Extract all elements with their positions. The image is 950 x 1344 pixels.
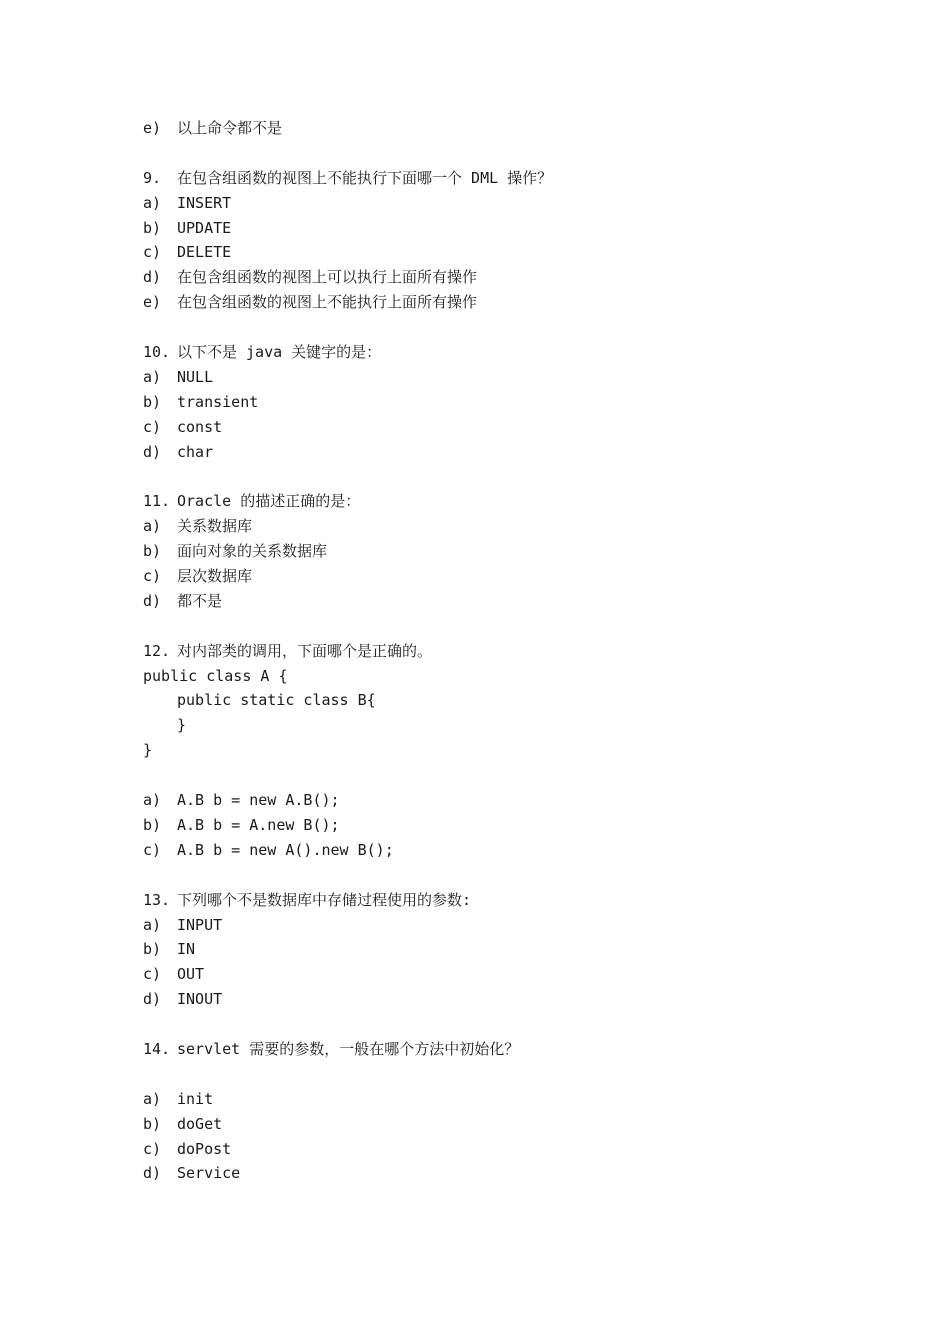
code-line: }	[177, 716, 187, 735]
question-9	[143, 166, 863, 191]
option-text: doPost	[177, 1139, 232, 1158]
question-text: 以下不是 java 关键字的是：	[177, 343, 382, 362]
option-q9-b	[143, 216, 863, 241]
option-q11-a	[143, 514, 863, 539]
option-q10-d	[143, 440, 863, 465]
option-q14-c	[143, 1137, 863, 1162]
option-q9-c	[143, 240, 863, 265]
spacer	[143, 863, 863, 888]
option-text: 在包含组函数的视图上不能执行上面所有操作	[177, 293, 478, 312]
option-marker: b)	[143, 542, 162, 561]
question-number: 9.	[143, 168, 162, 187]
option-text: doGet	[177, 1114, 223, 1133]
option-text: char	[177, 442, 214, 461]
option-q10-c	[143, 415, 863, 440]
spacer	[143, 763, 863, 788]
option-text: UPDATE	[177, 218, 232, 237]
option-q14-b	[143, 1112, 863, 1137]
option-marker: d)	[143, 442, 162, 461]
option-text: 面向对象的关系数据库	[177, 542, 328, 561]
question-number: 14.	[143, 1039, 171, 1058]
spacer	[143, 464, 863, 489]
option-q13-a	[143, 913, 863, 938]
option-q8-e	[143, 116, 863, 141]
spacer	[143, 141, 863, 166]
option-text: const	[177, 417, 223, 436]
question-number: 10.	[143, 343, 171, 362]
question-number: 13.	[143, 890, 171, 909]
question-number: 12.	[143, 641, 171, 660]
option-marker: b)	[143, 940, 162, 959]
option-q13-c	[143, 962, 863, 987]
option-marker: c)	[143, 243, 162, 262]
option-marker: d)	[143, 591, 162, 610]
option-text: 以上命令都不是	[177, 119, 283, 137]
option-text: IN	[177, 940, 196, 959]
option-q12-c	[143, 838, 863, 863]
option-q14-a	[143, 1087, 863, 1112]
question-text: Oracle 的描述正确的是：	[177, 492, 361, 511]
code-line: public class A {	[143, 666, 288, 685]
question-10	[143, 340, 863, 365]
option-marker: a)	[143, 193, 162, 212]
option-text: 在包含组函数的视图上可以执行上面所有操作	[177, 268, 478, 287]
option-text: NULL	[177, 367, 214, 386]
option-marker: e)	[143, 293, 162, 312]
option-marker: c)	[143, 965, 162, 984]
option-q14-d	[143, 1161, 863, 1186]
code-line: }	[143, 741, 153, 760]
option-text: A.B b = new A().new B();	[177, 840, 394, 859]
option-text: A.B b = A.new B();	[177, 815, 340, 834]
option-marker: b)	[143, 815, 162, 834]
option-text: 关系数据库	[177, 517, 253, 536]
option-marker: a)	[143, 517, 162, 536]
question-number: 11.	[143, 492, 171, 511]
option-text: A.B b = new A.B();	[177, 791, 340, 810]
option-marker: d)	[143, 1164, 162, 1183]
option-text: 层次数据库	[177, 567, 253, 586]
option-q10-a	[143, 365, 863, 390]
option-marker: c)	[143, 567, 162, 586]
option-marker: d)	[143, 268, 162, 287]
option-q13-d	[143, 987, 863, 1012]
option-marker: b)	[143, 392, 162, 411]
question-text: 对内部类的调用，下面哪个是正确的。	[177, 641, 433, 660]
option-q11-b	[143, 539, 863, 564]
option-text: INOUT	[177, 990, 223, 1009]
spacer	[143, 1012, 863, 1037]
option-marker: c)	[143, 840, 162, 859]
option-text: INPUT	[177, 915, 223, 934]
option-marker: a)	[143, 791, 162, 810]
question-text: 下列哪个不是数据库中存储过程使用的参数:	[177, 890, 472, 909]
option-q9-e	[143, 290, 863, 315]
option-marker: a)	[143, 1089, 162, 1108]
option-marker: d)	[143, 990, 162, 1009]
question-11	[143, 489, 863, 514]
question-13	[143, 888, 863, 913]
spacer	[143, 315, 863, 340]
option-marker: b)	[143, 218, 162, 237]
question-12	[143, 639, 863, 664]
option-marker: b)	[143, 1114, 162, 1133]
option-text: 都不是	[177, 591, 223, 610]
option-q13-b	[143, 937, 863, 962]
option-text: transient	[177, 392, 259, 411]
option-marker: a)	[143, 915, 162, 934]
question-14	[143, 1037, 863, 1062]
question-text: 在包含组函数的视图上不能执行下面哪一个 DML 操作？	[177, 168, 553, 187]
spacer	[143, 614, 863, 639]
option-q12-b	[143, 813, 863, 838]
option-marker: a)	[143, 367, 162, 386]
option-text: Service	[177, 1164, 241, 1183]
option-text: DELETE	[177, 243, 232, 262]
option-marker: c)	[143, 417, 162, 436]
option-q9-d	[143, 265, 863, 290]
code-line: public static class B{	[177, 691, 376, 710]
option-q11-d	[143, 589, 863, 614]
option-marker: e)	[143, 119, 162, 137]
option-q11-c	[143, 564, 863, 589]
option-q10-b	[143, 390, 863, 415]
option-text: OUT	[177, 965, 205, 984]
option-text: init	[177, 1089, 214, 1108]
option-text: INSERT	[177, 193, 232, 212]
option-q12-a	[143, 788, 863, 813]
option-marker: c)	[143, 1139, 162, 1158]
spacer	[143, 1062, 863, 1087]
option-q9-a	[143, 191, 863, 216]
question-text: servlet 需要的参数，一般在哪个方法中初始化？	[177, 1039, 520, 1058]
document-page	[143, 116, 863, 1186]
